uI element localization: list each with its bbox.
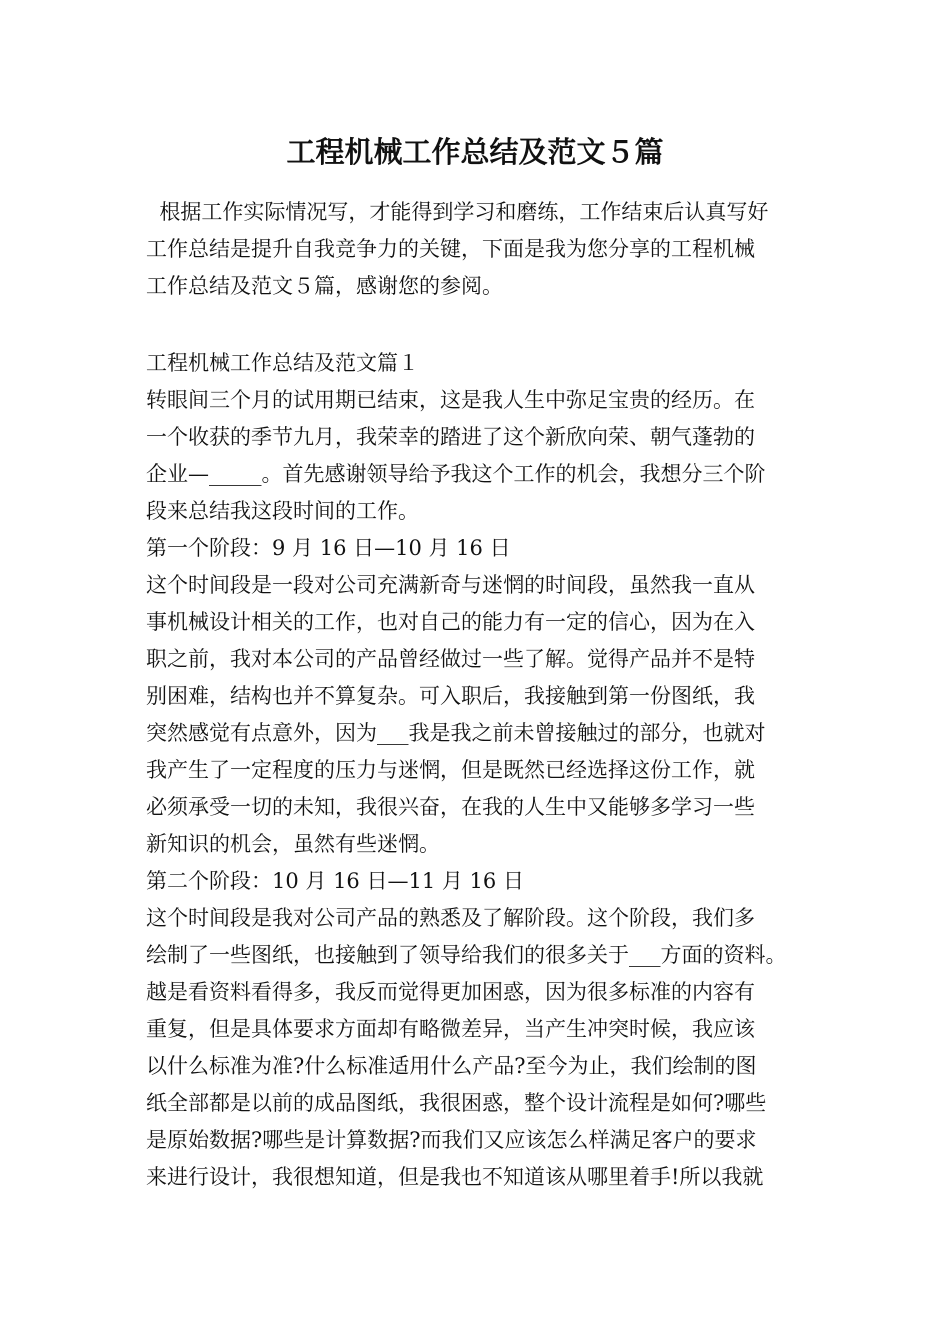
- body-line: 别困难，结构也并不算复杂。可入职后，我接触到第一份图纸，我: [146, 684, 755, 708]
- body-line: 一个收获的季节九月，我荣幸的踏进了这个新欣向荣、朝气蓬勃的: [146, 425, 755, 449]
- body-line: 越是看资料看得多，我反而觉得更加困惑，因为很多标准的内容有: [146, 980, 755, 1004]
- document-body: [146, 194, 816, 1196]
- section-heading: 工程机械工作总结及范文篇１: [146, 351, 419, 375]
- body-line: 新知识的机会，虽然有些迷惘。: [146, 832, 440, 856]
- body-line: 突然感觉有点意外，因为___我是我之前未曾接触过的部分，也就对: [146, 721, 766, 745]
- body-line: 是原始数据?哪些是计算数据?而我们又应该怎么样满足客户的要求: [146, 1128, 757, 1152]
- body-line: 职之前，我对本公司的产品曾经做过一些了解。觉得产品并不是特: [146, 647, 755, 671]
- body-line: 以什么标准为准?什么标准适用什么产品?至今为止，我们绘制的图: [146, 1054, 757, 1078]
- body-line: 这个时间段是一段对公司充满新奇与迷惘的时间段，虽然我一直从: [146, 573, 755, 597]
- body-line: 企业—_____。首先感谢领导给予我这个工作的机会，我想分三个阶: [146, 462, 766, 486]
- body-line: 必须承受一切的未知，我很兴奋，在我的人生中又能够多学习一些: [146, 795, 755, 819]
- body-line: 来进行设计，我很想知道，但是我也不知道该从哪里着手!所以我就: [146, 1165, 764, 1189]
- body-line: 段来总结我这段时间的工作。: [146, 499, 419, 523]
- body-line: 我产生了一定程度的压力与迷惘，但是既然已经选择这份工作，就: [146, 758, 755, 782]
- intro-line: 根据工作实际情况写，才能得到学习和磨练，工作结束后认真写好: [146, 200, 769, 224]
- body-line: 绘制了一些图纸，也接触到了领导给我们的很多关于___方面的资料。: [146, 943, 787, 967]
- body-line: 重复，但是具体要求方面却有略微差异，当产生冲突时候，我应该: [146, 1017, 755, 1041]
- intro-line: 工作总结是提升自我竞争力的关键，下面是我为您分享的工程机械: [146, 237, 755, 261]
- document-title: 工程机械工作总结及范文５篇: [286, 135, 664, 169]
- body-line: 转眼间三个月的试用期已结束，这是我人生中弥足宝贵的经历。在: [146, 388, 755, 412]
- body-line: 事机械设计相关的工作，也对自己的能力有一定的信心，因为在入: [146, 610, 755, 634]
- intro-line: 工作总结及范文５篇，感谢您的参阅。: [146, 274, 503, 298]
- paragraph-gap: [146, 305, 816, 345]
- stage-heading: 第二个阶段：10 月 16 日—11 月 16 日: [146, 869, 524, 893]
- body-line: 这个时间段是我对公司产品的熟悉及了解阶段。这个阶段，我们多: [146, 906, 755, 930]
- stage-heading: 第一个阶段：9 月 16 日—10 月 16 日: [146, 536, 511, 560]
- body-line: 纸全部都是以前的成品图纸，我很困惑，整个设计流程是如何?哪些: [146, 1091, 767, 1115]
